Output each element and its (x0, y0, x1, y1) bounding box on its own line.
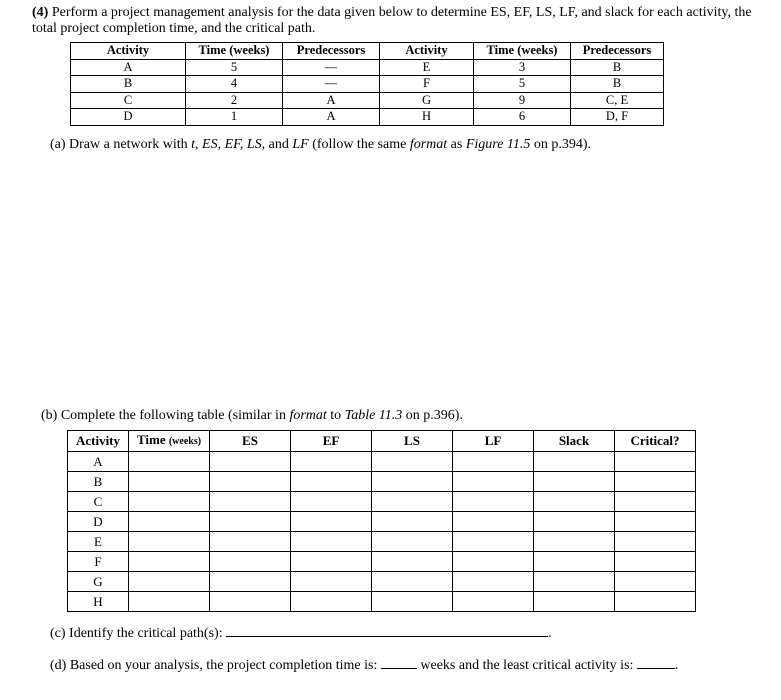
header-predecessors-1: Predecessors (283, 43, 380, 60)
question-header (32, 5, 752, 37)
ef-answer-cell[interactable] (291, 452, 372, 472)
part-a-and: and (265, 137, 293, 152)
header-predecessors-2: Predecessors (571, 43, 664, 60)
critical-path-answer-blank[interactable] (226, 624, 548, 637)
table-row (68, 532, 696, 552)
part-d-text1: (d) Based on your analysis, the project completion time is: (50, 658, 378, 673)
activity-cell: A (68, 452, 129, 472)
col-lf: LF (453, 431, 534, 452)
table-row (68, 592, 696, 612)
slack-answer-cell[interactable] (534, 512, 615, 532)
given-cell-activity: B (71, 76, 186, 93)
part-b-suffix: on p.396). (402, 408, 463, 423)
col-ef: EF (291, 431, 372, 452)
part-d-text2: weeks and the least critical activity is: (420, 658, 634, 673)
part-c-prompt (50, 624, 552, 642)
given-cell-predecessors: A (283, 92, 380, 109)
activity-cell: G (68, 572, 129, 592)
col-slack: Slack (534, 431, 615, 452)
given-cell-predecessors: — (283, 59, 380, 76)
activity-cell: D (68, 512, 129, 532)
given-cell-predecessors: — (283, 76, 380, 93)
given-cell-time: 9 (474, 92, 571, 109)
es-answer-cell[interactable] (210, 492, 291, 512)
critical-answer-cell[interactable] (615, 592, 696, 612)
time-answer-cell[interactable] (129, 532, 210, 552)
lf-answer-cell[interactable] (453, 532, 534, 552)
given-table-row (71, 92, 664, 109)
given-cell-predecessors: C, E (571, 92, 664, 109)
ef-answer-cell[interactable] (291, 472, 372, 492)
given-cell-time: 5 (474, 76, 571, 93)
critical-answer-cell[interactable] (615, 472, 696, 492)
part-a-format: format (409, 137, 448, 152)
given-cell-activity: H (380, 109, 474, 126)
critical-answer-cell[interactable] (615, 552, 696, 572)
table-row (68, 512, 696, 532)
ls-answer-cell[interactable] (372, 592, 453, 612)
es-answer-cell[interactable] (210, 512, 291, 532)
given-cell-predecessors: B (571, 76, 664, 93)
table-row (68, 492, 696, 512)
given-data-table (70, 42, 664, 126)
part-c-end: . (548, 626, 552, 641)
lf-answer-cell[interactable] (453, 472, 534, 492)
slack-answer-cell[interactable] (534, 452, 615, 472)
ls-answer-cell[interactable] (372, 492, 453, 512)
es-answer-cell[interactable] (210, 592, 291, 612)
part-b-table-ref: Table 11.3 (344, 408, 403, 423)
col-activity: Activity (68, 431, 129, 452)
given-cell-time: 3 (474, 59, 571, 76)
ef-answer-cell[interactable] (291, 592, 372, 612)
slack-answer-cell[interactable] (534, 532, 615, 552)
given-cell-activity: G (380, 92, 474, 109)
ef-answer-cell[interactable] (291, 512, 372, 532)
header-activity-1: Activity (71, 43, 186, 60)
time-answer-cell[interactable] (129, 492, 210, 512)
critical-answer-cell[interactable] (615, 492, 696, 512)
given-cell-predecessors: A (283, 109, 380, 126)
es-answer-cell[interactable] (210, 452, 291, 472)
time-answer-cell[interactable] (129, 592, 210, 612)
es-answer-cell[interactable] (210, 572, 291, 592)
part-a-t: t (191, 137, 196, 152)
given-table-header-row (71, 43, 664, 60)
header-time-1: Time (weeks) (186, 43, 283, 60)
time-answer-cell[interactable] (129, 472, 210, 492)
given-cell-predecessors: D, F (571, 109, 664, 126)
question-number: (4) (32, 5, 49, 20)
ef-answer-cell[interactable] (291, 572, 372, 592)
given-cell-time: 4 (186, 76, 283, 93)
slack-answer-cell[interactable] (534, 472, 615, 492)
slack-answer-cell[interactable] (534, 572, 615, 592)
part-a-prefix: (a) Draw a network with (50, 137, 192, 152)
given-cell-activity: F (380, 76, 474, 93)
ef-answer-cell[interactable] (291, 532, 372, 552)
schedule-table (67, 430, 696, 612)
ls-answer-cell[interactable] (372, 532, 453, 552)
ls-answer-cell[interactable] (372, 452, 453, 472)
lf-answer-cell[interactable] (453, 492, 534, 512)
activity-cell: H (68, 592, 129, 612)
given-cell-time: 6 (474, 109, 571, 126)
col-critical: Critical? (615, 431, 696, 452)
ef-answer-cell[interactable] (291, 492, 372, 512)
ls-answer-cell[interactable] (372, 472, 453, 492)
time-answer-cell[interactable] (129, 552, 210, 572)
critical-answer-cell[interactable] (615, 512, 696, 532)
critical-answer-cell[interactable] (615, 532, 696, 552)
part-a-mid: (follow the same (308, 137, 410, 152)
header-time-2: Time (weeks) (474, 43, 571, 60)
col-time-unit: (weeks) (168, 436, 202, 447)
activity-cell: C (68, 492, 129, 512)
part-a-figure-ref: Figure 11.5 (465, 137, 531, 152)
part-a-lf: LF (292, 137, 309, 152)
activity-cell: F (68, 552, 129, 572)
least-critical-answer-blank[interactable] (637, 656, 675, 669)
part-a-sep: , (195, 137, 203, 152)
ls-answer-cell[interactable] (372, 512, 453, 532)
schedule-header-row (68, 431, 696, 452)
time-answer-cell[interactable] (129, 452, 210, 472)
col-time (129, 431, 210, 452)
given-table-row (71, 59, 664, 76)
col-es: ES (210, 431, 291, 452)
table-row (68, 452, 696, 472)
given-cell-activity: E (380, 59, 474, 76)
given-cell-activity: D (71, 109, 186, 126)
time-answer-cell[interactable] (129, 512, 210, 532)
part-d-prompt (50, 656, 678, 674)
table-row (68, 472, 696, 492)
part-a-prompt (50, 137, 591, 153)
time-answer-cell[interactable] (129, 572, 210, 592)
completion-time-answer-blank[interactable] (381, 656, 417, 669)
ls-answer-cell[interactable] (372, 552, 453, 572)
question-text: Perform a project management analysis for the data given below to determine ES, EF, LS, LF, and slack for each activity, the total project completion time, and the critical path. (32, 5, 752, 36)
activity-cell: E (68, 532, 129, 552)
lf-answer-cell[interactable] (453, 452, 534, 472)
part-c-text: (c) Identify the critical path(s): (50, 626, 223, 641)
critical-answer-cell[interactable] (615, 572, 696, 592)
slack-answer-cell[interactable] (534, 592, 615, 612)
lf-answer-cell[interactable] (453, 592, 534, 612)
col-time-label: Time (136, 432, 166, 447)
given-cell-activity: A (71, 59, 186, 76)
header-activity-2: Activity (380, 43, 474, 60)
part-d-end: . (674, 658, 679, 673)
given-cell-activity: C (71, 92, 186, 109)
part-a-as: as (447, 137, 466, 152)
part-b-to: to (326, 408, 345, 423)
critical-answer-cell[interactable] (615, 452, 696, 472)
part-a-suffix: on p.394). (530, 137, 592, 152)
part-b-prefix: (b) Complete the following table (similar in (41, 408, 290, 423)
es-answer-cell[interactable] (210, 532, 291, 552)
given-table-row (71, 76, 664, 93)
col-ls: LS (372, 431, 453, 452)
ef-answer-cell[interactable] (291, 552, 372, 572)
given-cell-time: 1 (186, 109, 283, 126)
slack-answer-cell[interactable] (534, 552, 615, 572)
given-cell-predecessors: B (571, 59, 664, 76)
part-b-prompt (41, 408, 463, 424)
slack-answer-cell[interactable] (534, 492, 615, 512)
part-a-vars: ES, EF, LS, (202, 137, 266, 152)
lf-answer-cell[interactable] (453, 552, 534, 572)
activity-cell: B (68, 472, 129, 492)
given-cell-time: 5 (186, 59, 283, 76)
given-table-row (71, 109, 664, 126)
table-row (68, 552, 696, 572)
part-b-format: format (289, 408, 327, 423)
es-answer-cell[interactable] (210, 472, 291, 492)
lf-answer-cell[interactable] (453, 572, 534, 592)
given-cell-time: 2 (186, 92, 283, 109)
es-answer-cell[interactable] (210, 552, 291, 572)
table-row (68, 572, 696, 592)
ls-answer-cell[interactable] (372, 572, 453, 592)
lf-answer-cell[interactable] (453, 512, 534, 532)
